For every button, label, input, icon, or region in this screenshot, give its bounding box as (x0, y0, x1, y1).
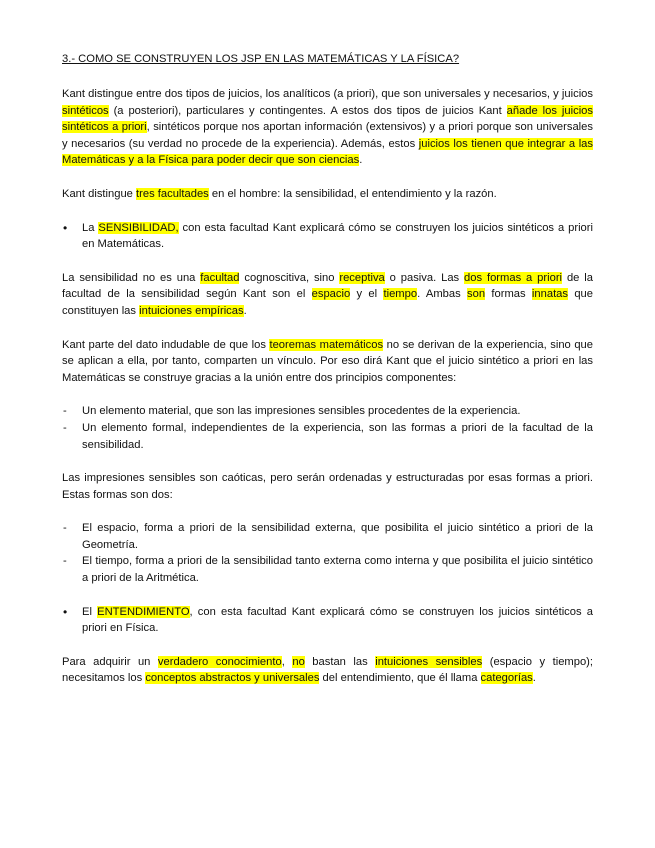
dash-list (62, 403, 593, 453)
text-run: bastan las (304, 655, 376, 668)
list-item (62, 604, 593, 637)
document-body (62, 86, 593, 687)
paragraph (62, 270, 593, 320)
text-run: El (82, 605, 98, 618)
text-run: . (532, 672, 536, 685)
highlighted-text: intuiciones sensibles (375, 655, 483, 668)
highlighted-text: conceptos abstractos y universales (145, 672, 320, 685)
paragraph (62, 654, 593, 687)
highlighted-text: sintéticos (62, 104, 109, 117)
highlighted-text: categorías (480, 672, 533, 685)
text-run: El espacio, forma a priori de la sensibilidad externa, que posibilita el juicio sintético a priori de la Geometría. (82, 522, 593, 551)
text-run: Para adquirir un (62, 655, 158, 668)
text-run: y el (350, 288, 384, 301)
text-run: que constituyen las (62, 288, 593, 317)
text-run: (espacio y tiempo); necesitamos los (62, 655, 594, 685)
text-run: no se derivan de la experiencia, sino que se aplican a ella, por tanto, comparten un vínculo. Por eso dirá Kant que el juicio sintético a priori en las Matemáticas se construye gracias a la unión entre dos principios componentes: (62, 338, 593, 384)
list-item (62, 220, 593, 253)
list-item (62, 520, 593, 553)
highlighted-text: añade los juicios sintéticos a priori (62, 104, 593, 134)
text-run: , (281, 655, 293, 668)
text-run: El tiempo, forma a priori de la sensibilidad tanto externa como interna y que posibilita el juicio sintético a priori de la Aritmética. (82, 555, 593, 585)
highlighted-text: dos formas a priori (464, 271, 563, 284)
text-run: . (359, 154, 363, 167)
highlighted-text: juicios los tienen que integrar a las Matemáticas y a la Física para poder decir que son ciencias (62, 137, 593, 167)
highlighted-text: tres facultades (136, 187, 209, 200)
paragraph (62, 470, 593, 503)
highlighted-text: facultad (200, 271, 240, 284)
bullet-list (62, 220, 593, 253)
highlighted-text: innatas (531, 288, 568, 301)
text-run: . (243, 304, 247, 317)
list-item (62, 420, 593, 453)
text-run: Un elemento material, que son las impresiones sensibles procedentes de la experiencia. (82, 405, 521, 418)
text-run: . Ambas (417, 288, 468, 301)
text-run: Las impresiones sensibles son caóticas, pero serán ordenadas y estructuradas por esas formas a priori. Estas formas son dos: (62, 472, 593, 501)
list-item (62, 553, 593, 586)
bullet-list (62, 604, 593, 637)
text-run: Kant distingue entre dos tipos de juicios, los analíticos (a priori), que son universales y necesarios, y juicios (62, 88, 593, 100)
text-run: , con esta facultad Kant explicará cómo se construyen los juicios sintéticos a priori en Física. (82, 605, 593, 635)
text-run: Kant distingue (62, 187, 137, 200)
text-run: de la facultad de la sensibilidad según Kant son el (62, 271, 593, 301)
text-run: La sensibilidad no es una (62, 271, 201, 284)
dash-list (62, 520, 593, 586)
highlighted-text: intuiciones empíricas (139, 304, 244, 317)
text-run: del entendimiento, que él llama (319, 672, 481, 685)
text-run: en el hombre: la sensibilidad, el entendimiento y la razón. (208, 187, 497, 200)
text-run: cognoscitiva, sino (239, 271, 340, 284)
text-run: Kant parte del dato indudable de que los (62, 338, 270, 351)
text-run: Un elemento formal, independientes de la experiencia, son las formas a priori de la facultad de la sensibilidad. (82, 421, 593, 451)
highlighted-text: son (467, 288, 486, 301)
dash-marker: - (63, 555, 67, 568)
highlighted-text: no (292, 655, 305, 668)
text-run: (a posteriori), particulares y contingentes. A estos dos tipos de juicios Kant (108, 104, 507, 117)
highlighted-text: receptiva (339, 271, 385, 284)
document-title: 3.- COMO SE CONSTRUYEN LOS JSP EN LAS MATEMÁTICAS Y LA FÍSICA? (62, 53, 460, 65)
text-run: formas (485, 288, 532, 301)
list-item (62, 403, 593, 420)
highlighted-text: verdadero conocimiento (157, 655, 282, 668)
dash-marker: - (63, 522, 67, 535)
text-run: , sintéticos porque nos aportan información (extensivos) y a priori porque son universales y necesarios (su verdad no procede de la experiencia). Además, estos (62, 121, 593, 150)
text-run: con esta facultad Kant explicará cómo se construyen los juicios sintéticos a priori en Matemáticas. (82, 221, 593, 251)
bullet-marker: • (63, 220, 68, 235)
highlighted-text: espacio (311, 288, 351, 301)
paragraph (62, 337, 593, 387)
highlighted-text: SENSIBILIDAD, (98, 221, 179, 234)
bullet-marker: • (63, 604, 68, 619)
paragraph (62, 186, 593, 203)
dash-marker: - (63, 405, 67, 418)
highlighted-text: ENTENDIMIENTO (97, 605, 190, 618)
text-run: o pasiva. Las (384, 271, 465, 284)
dash-marker: - (63, 421, 67, 434)
text-run: La (82, 221, 99, 234)
paragraph (62, 86, 593, 169)
highlighted-text: teoremas matemáticos (269, 338, 384, 351)
highlighted-text: tiempo (383, 288, 418, 301)
